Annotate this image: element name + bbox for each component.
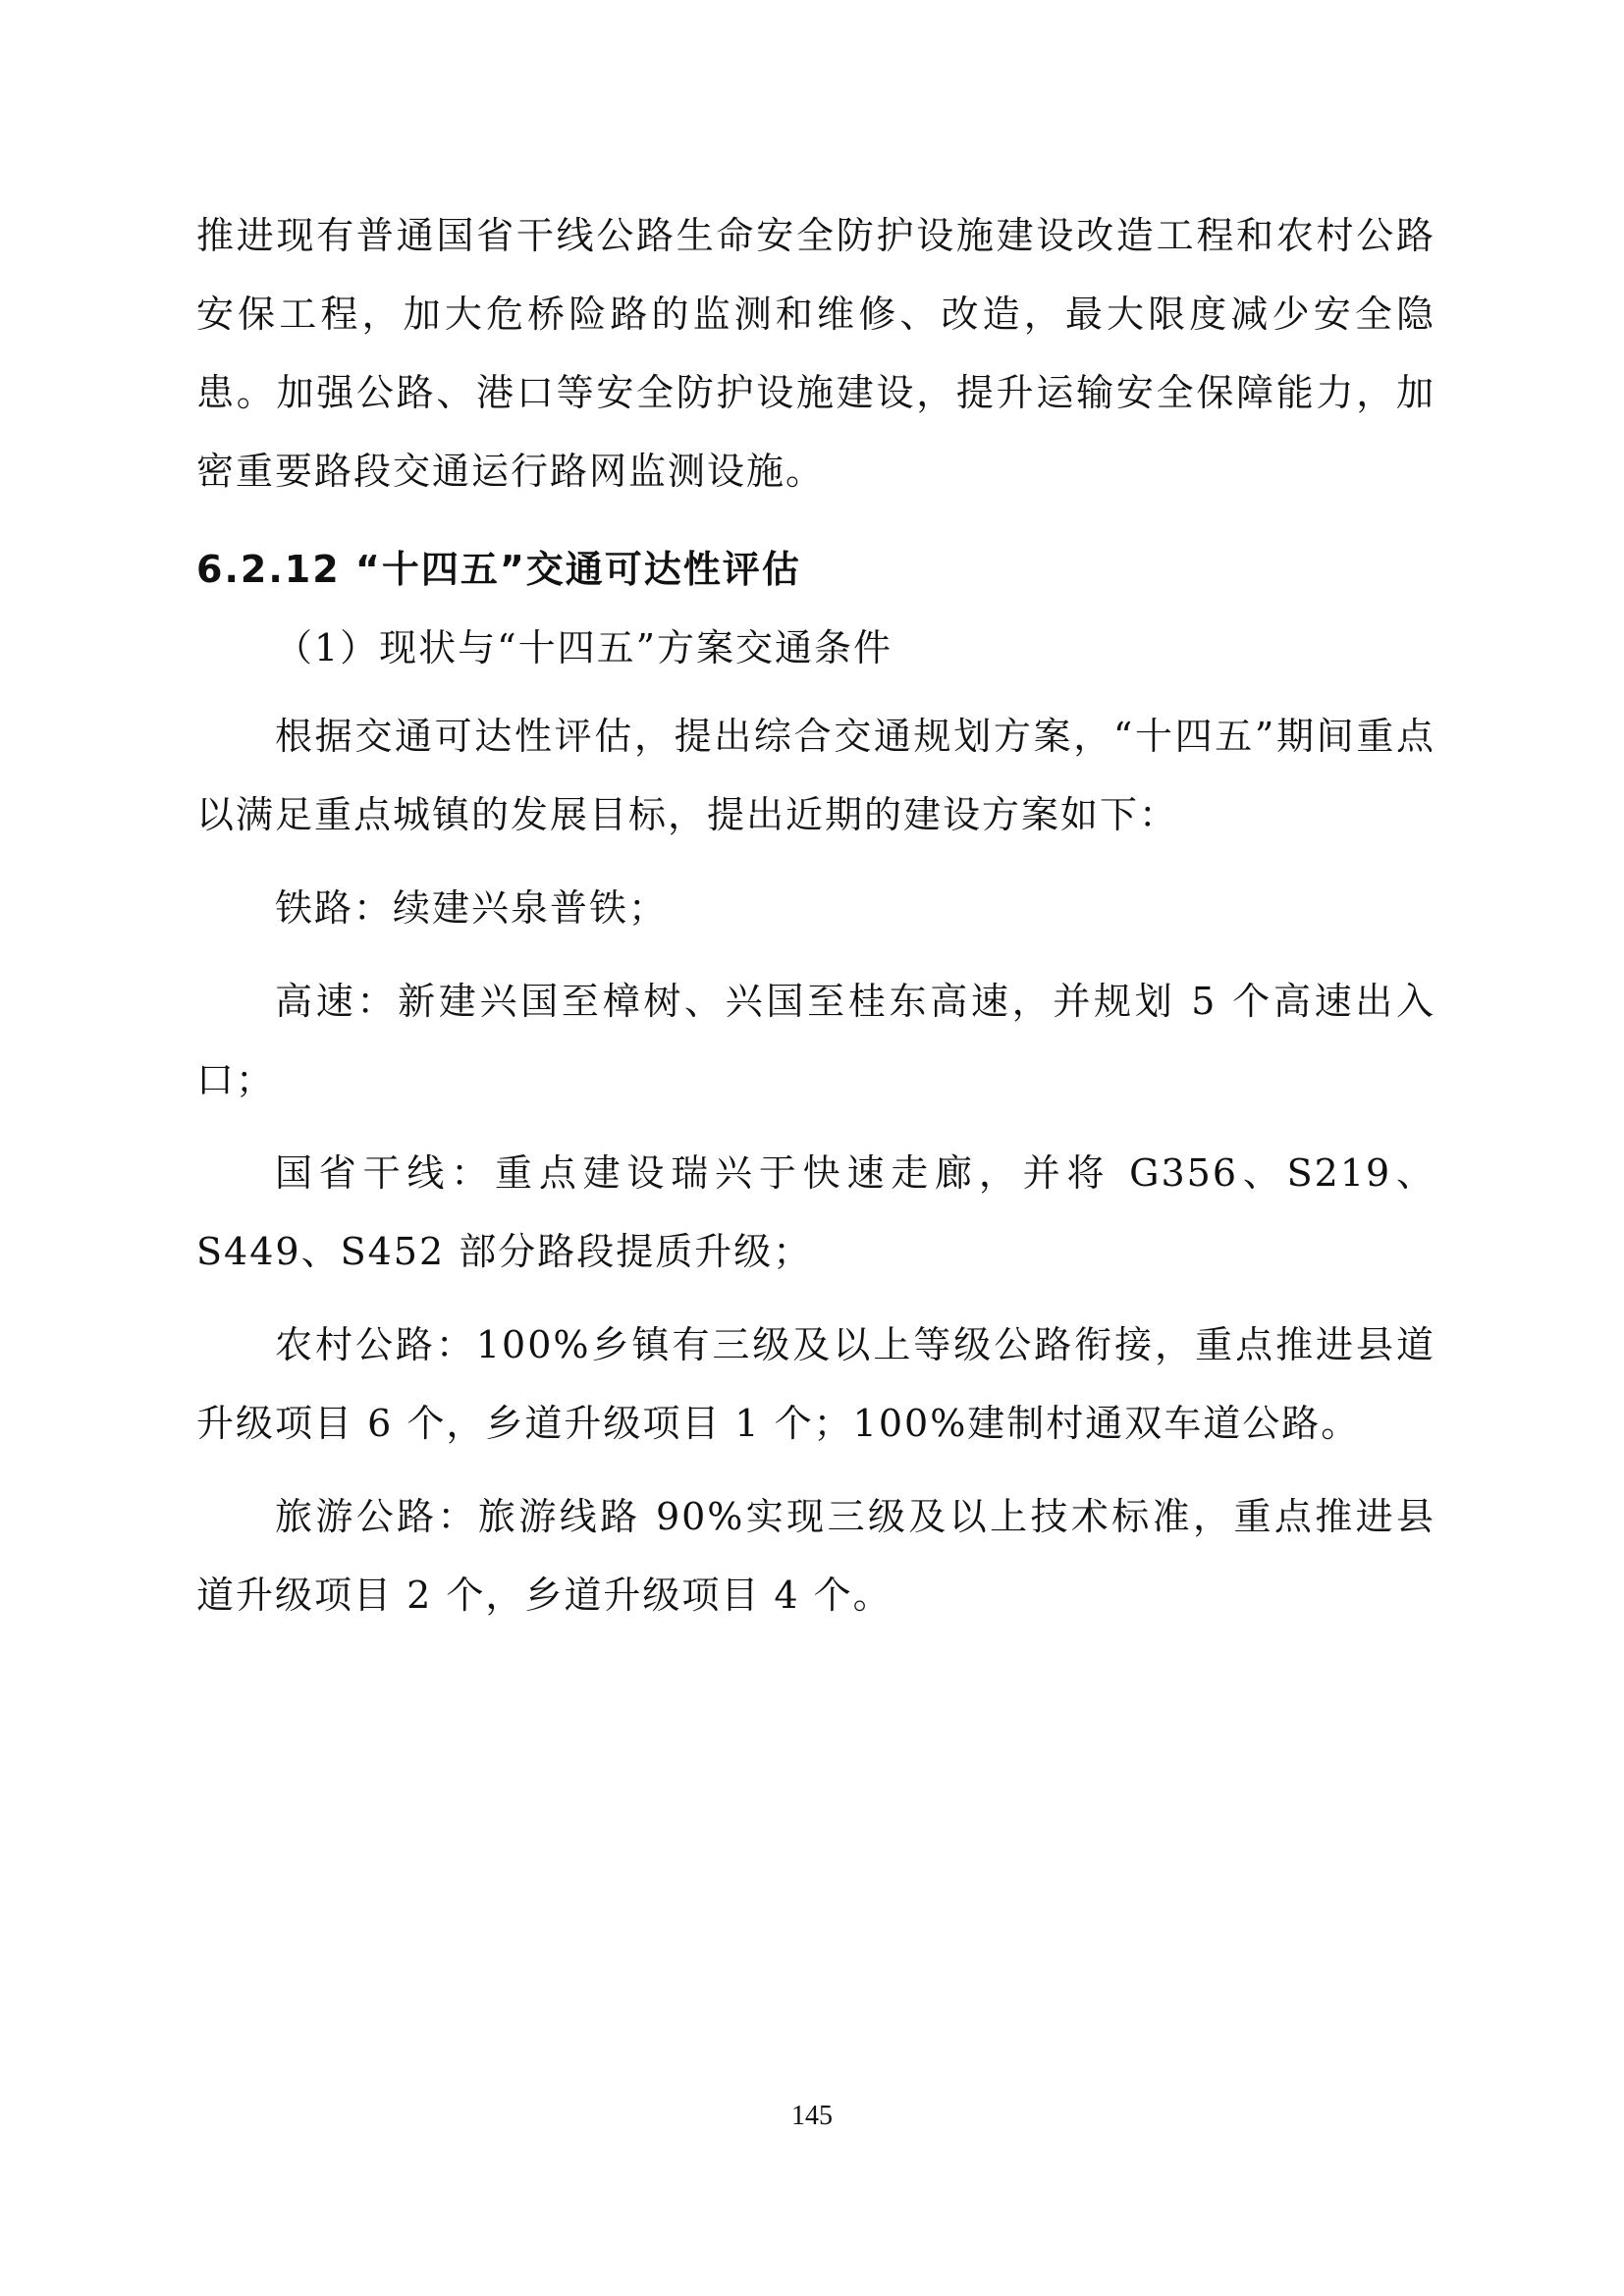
page-number: 145 bbox=[791, 2101, 833, 2131]
subsection-heading: （1）现状与“十四五”方案交通条件 bbox=[275, 626, 893, 669]
summary-paragraph: 根据交通可达性评估，提出综合交通规划方案，“十四五”期间重点以满足重点城镇的发展目标，提出近期的建设方案如下： bbox=[196, 715, 1435, 836]
rural-road-paragraph: 农村公路：100%乡镇有三级及以上等级公路衔接，重点推进县道升级项目 6 个，乡道升级项目 1 个；100%建制村通双车道公路。 bbox=[196, 1323, 1435, 1445]
page-content bbox=[196, 196, 1435, 1634]
intro-paragraph: 推进现有普通国省干线公路生命安全防护设施建设改造工程和农村公路安保工程，加大危桥险路的监测和维修、改造，最大限度减少安全隐患。加强公路、港口等安全防护设施建设，提升运输安全保障能力，加密重要路段交通运行路网监测设施。 bbox=[196, 214, 1435, 493]
section-heading: 6.2.12 “十四五”交通可达性评估 bbox=[196, 548, 801, 591]
railway-paragraph: 铁路：续建兴泉普铁； bbox=[275, 886, 669, 930]
tourism-road-paragraph: 旅游公路：旅游线路 90%实现三级及以上技术标准，重点推进县道升级项目 2 个，乡道升级项目 4 个。 bbox=[196, 1495, 1435, 1617]
highway-paragraph: 高速：新建兴国至樟树、兴国至桂东高速，并规划 5 个高速出入口； bbox=[196, 980, 1435, 1101]
trunk-road-paragraph: 国省干线：重点建设瑞兴于快速走廊，并将 G356、S219、S449、S452 部分路段提质升级； bbox=[196, 1151, 1435, 1273]
